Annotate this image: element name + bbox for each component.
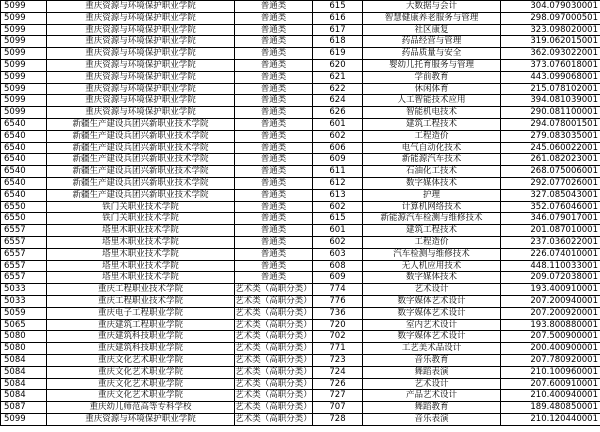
major-name-cell: 社区康复 <box>363 24 501 36</box>
score-cell: 327.085043001 <box>501 189 600 201</box>
school-name-cell: 重庆资源与环境保护职业学院 <box>47 71 235 83</box>
major-code-cell: 616 <box>313 12 363 24</box>
table-row <box>1 177 600 189</box>
school-code-cell: 5099 <box>1 36 47 48</box>
school-name-cell: 重庆工程职业技术学院 <box>47 295 235 307</box>
major-code-cell: 601 <box>313 118 363 130</box>
major-code-cell: 771 <box>313 343 363 355</box>
table-row <box>1 331 600 343</box>
table-row <box>1 354 600 366</box>
major-code-cell: 613 <box>313 189 363 201</box>
major-code-cell: 776 <box>313 295 363 307</box>
school-name-cell: 铁门关职业技术学院 <box>47 201 235 213</box>
category-cell: 普通类 <box>235 95 313 107</box>
category-cell: 艺术类（高职分类） <box>235 390 312 401</box>
table-row <box>1 225 600 237</box>
major-code-cell: 602 <box>313 130 363 142</box>
school-name-cell: 新疆生产建设兵团兴新职业技术学院 <box>47 142 235 154</box>
table-row <box>1 413 600 425</box>
table-row <box>1 189 600 201</box>
major-code-cell: 728 <box>313 413 363 425</box>
major-name-cell: 新能源汽车技术 <box>363 154 501 166</box>
category-cell: 普通类 <box>235 71 313 83</box>
major-code-cell: 727 <box>313 390 363 402</box>
table-row <box>1 343 600 355</box>
school-name-cell: 重庆资源与环境保护职业学院 <box>47 83 235 95</box>
school-code-cell: 6540 <box>1 166 47 178</box>
category-cell: 普通类 <box>235 1 313 13</box>
major-code-cell: 774 <box>313 284 363 296</box>
table-row <box>1 142 600 154</box>
major-code-cell: 603 <box>313 248 363 260</box>
major-code-cell: 720 <box>313 319 363 331</box>
major-name-cell: 学前教育 <box>363 71 501 83</box>
table-row <box>1 213 600 225</box>
school-code-cell: 6557 <box>1 225 47 237</box>
school-code-cell: 5033 <box>1 295 47 307</box>
major-code-cell: 702 <box>313 331 363 343</box>
score-cell: 279.083035001 <box>501 130 600 142</box>
table-row <box>1 24 600 36</box>
category-cell: 普通类 <box>235 248 313 260</box>
school-code-cell: 6540 <box>1 154 47 166</box>
category-cell: 艺术类（高职分类） <box>235 319 312 330</box>
major-code-cell: 723 <box>313 354 363 366</box>
major-code-cell: 724 <box>313 366 363 378</box>
table-row <box>1 95 600 107</box>
table-row <box>1 71 600 83</box>
major-name-cell: 药品质量与安全 <box>363 48 501 60</box>
category-cell: 普通类 <box>235 118 313 130</box>
table-row <box>1 307 600 319</box>
table-row <box>1 260 600 272</box>
major-name-cell: 建筑工程技术 <box>363 118 501 130</box>
category-cell: 普通类 <box>235 130 313 142</box>
category-cell: 艺术类（高职分类） <box>235 402 312 413</box>
score-cell: 261.082023001 <box>501 154 600 166</box>
table-row <box>1 36 600 48</box>
category-cell: 普通类 <box>235 177 313 189</box>
major-code-cell: 707 <box>313 402 363 414</box>
major-name-cell: 无人机应用技术 <box>363 260 501 272</box>
category-cell: 普通类 <box>235 12 313 24</box>
major-name-cell: 电气自动化技术 <box>363 142 501 154</box>
major-name-cell: 婴幼儿托育服务与管理 <box>363 59 501 71</box>
score-cell: 352.076046001 <box>501 201 600 213</box>
score-cell: 304.079030001 <box>501 1 600 13</box>
school-code-cell: 6540 <box>1 130 47 142</box>
school-code-cell: 5065 <box>1 319 47 331</box>
major-code-cell: 619 <box>313 48 363 60</box>
major-name-cell: 舞蹈表演 <box>363 366 501 378</box>
score-cell: 346.079017001 <box>501 213 600 225</box>
school-code-cell: 5059 <box>1 307 47 319</box>
table-row <box>1 130 600 142</box>
major-name-cell: 产品艺术设计 <box>363 390 501 402</box>
category-cell: 艺术类（高职分类） <box>235 331 312 342</box>
major-code-cell: 618 <box>313 36 363 48</box>
school-name-cell: 塔里木职业技术学院 <box>47 225 235 237</box>
major-code-cell: 620 <box>313 59 363 71</box>
major-name-cell: 数字媒体艺术设计 <box>363 307 501 319</box>
table-row <box>1 166 600 178</box>
score-cell: 207.600910001 <box>501 378 600 390</box>
table-row <box>1 1 600 13</box>
school-code-cell: 5099 <box>1 1 47 13</box>
major-name-cell: 室内艺术设计 <box>363 319 501 331</box>
score-cell: 210.100960001 <box>501 366 600 378</box>
score-cell: 292.077026001 <box>501 177 600 189</box>
school-code-cell: 6550 <box>1 201 47 213</box>
major-name-cell: 智慧健康养老服务与管理 <box>363 12 501 24</box>
school-code-cell: 5099 <box>1 95 47 107</box>
table-row <box>1 284 600 296</box>
category-cell: 普通类 <box>235 107 313 119</box>
category-cell: 普通类 <box>235 48 313 60</box>
score-cell: 189.480850001 <box>501 402 600 414</box>
major-code-cell: 606 <box>313 142 363 154</box>
major-name-cell: 数字媒体技术 <box>363 272 501 284</box>
school-name-cell: 重庆电子工程职业学院 <box>47 307 235 319</box>
table-row <box>1 272 600 284</box>
school-name-cell: 重庆资源与环境保护职业学院 <box>47 48 235 60</box>
major-code-cell: 726 <box>313 378 363 390</box>
school-code-cell: 6540 <box>1 177 47 189</box>
category-cell: 普通类 <box>235 154 313 166</box>
category-cell: 艺术类（高职分类） <box>235 307 312 318</box>
category-cell: 普通类 <box>235 236 313 248</box>
school-name-cell: 重庆资源与环境保护职业学院 <box>47 95 235 107</box>
score-cell: 373.076018001 <box>501 59 600 71</box>
school-code-cell: 5099 <box>1 48 47 60</box>
score-cell: 448.110033001 <box>501 260 600 272</box>
school-name-cell: 重庆资源与环境保护职业学院 <box>47 413 235 425</box>
category-cell: 普通类 <box>235 142 313 154</box>
school-code-cell: 5099 <box>1 59 47 71</box>
major-name-cell: 工程造价 <box>363 236 501 248</box>
table-row <box>1 295 600 307</box>
category-cell: 普通类 <box>235 201 313 213</box>
score-cell: 210.400940001 <box>501 390 600 402</box>
score-cell: 245.060022001 <box>501 142 600 154</box>
score-cell: 215.078102001 <box>501 83 600 95</box>
score-cell: 226.074010001 <box>501 248 600 260</box>
score-cell: 323.098020001 <box>501 24 600 36</box>
school-code-cell: 6540 <box>1 118 47 130</box>
major-name-cell: 汽车检测与维修技术 <box>363 248 501 260</box>
school-name-cell: 铁门关职业技术学院 <box>47 213 235 225</box>
table-body <box>1 1 600 426</box>
score-cell: 207.780920001 <box>501 354 600 366</box>
score-cell: 298.097000501 <box>501 12 600 24</box>
major-code-cell: 602 <box>313 201 363 213</box>
school-name-cell: 重庆幼儿师范高等专科学校 <box>47 402 235 414</box>
school-code-cell: 5099 <box>1 24 47 36</box>
score-cell: 319.062015001 <box>501 36 600 48</box>
table-row <box>1 59 600 71</box>
school-code-cell: 5080 <box>1 343 47 355</box>
category-cell: 艺术类（高职分类） <box>235 366 312 377</box>
score-cell: 394.081039001 <box>501 95 600 107</box>
school-code-cell: 5087 <box>1 402 47 414</box>
score-cell: 209.072038001 <box>501 272 600 284</box>
major-name-cell: 音乐教育 <box>363 354 501 366</box>
score-cell: 207.200920001 <box>501 307 600 319</box>
school-name-cell: 重庆建筑工程职业学院 <box>47 319 235 331</box>
table-row <box>1 118 600 130</box>
category-cell: 艺术类（高职分类） <box>235 295 312 306</box>
category-cell: 艺术类（高职分类） <box>235 284 312 295</box>
major-code-cell: 609 <box>313 272 363 284</box>
school-name-cell: 重庆文化艺术职业学院 <box>47 354 235 366</box>
school-name-cell: 重庆文化艺术职业学院 <box>47 378 235 390</box>
score-cell: 268.075006001 <box>501 166 600 178</box>
school-name-cell: 新疆生产建设兵团兴新职业技术学院 <box>47 177 235 189</box>
school-name-cell: 重庆建筑科技职业学院 <box>47 331 235 343</box>
school-name-cell: 重庆资源与环境保护职业学院 <box>47 24 235 36</box>
school-code-cell: 5099 <box>1 107 47 119</box>
school-code-cell: 5099 <box>1 413 47 425</box>
score-cell: 443.099068001 <box>501 71 600 83</box>
major-name-cell: 数字媒体艺术设计 <box>363 331 501 343</box>
category-cell: 艺术类（高职分类） <box>235 354 312 365</box>
category-cell: 普通类 <box>235 36 313 48</box>
table-row <box>1 12 600 24</box>
school-code-cell: 6550 <box>1 213 47 225</box>
major-code-cell: 624 <box>313 95 363 107</box>
major-code-cell: 621 <box>313 71 363 83</box>
school-code-cell: 6557 <box>1 272 47 284</box>
school-name-cell: 塔里木职业技术学院 <box>47 272 235 284</box>
school-name-cell: 塔里木职业技术学院 <box>47 236 235 248</box>
school-name-cell: 重庆资源与环境保护职业学院 <box>47 12 235 24</box>
school-code-cell: 5033 <box>1 284 47 296</box>
school-code-cell: 5099 <box>1 12 47 24</box>
major-name-cell: 智能机电技术 <box>363 107 501 119</box>
category-cell: 普通类 <box>235 83 313 95</box>
major-code-cell: 612 <box>313 177 363 189</box>
school-name-cell: 新疆生产建设兵团兴新职业技术学院 <box>47 166 235 178</box>
school-code-cell: 5099 <box>1 83 47 95</box>
major-code-cell: 608 <box>313 260 363 272</box>
school-name-cell: 新疆生产建设兵团兴新职业技术学院 <box>47 118 235 130</box>
major-code-cell: 626 <box>313 107 363 119</box>
score-cell: 362.093022001 <box>501 48 600 60</box>
table-row <box>1 366 600 378</box>
major-code-cell: 622 <box>313 83 363 95</box>
table-row <box>1 236 600 248</box>
category-cell: 艺术类（高职分类） <box>235 343 312 354</box>
score-cell: 193.800880001 <box>501 319 600 331</box>
category-cell: 普通类 <box>235 272 313 284</box>
school-code-cell: 5084 <box>1 366 47 378</box>
category-cell: 普通类 <box>235 189 313 201</box>
major-name-cell: 计算机网络技术 <box>363 201 501 213</box>
school-name-cell: 新疆生产建设兵团兴新职业技术学院 <box>47 130 235 142</box>
table-row <box>1 319 600 331</box>
table-row <box>1 48 600 60</box>
school-code-cell: 6540 <box>1 189 47 201</box>
major-name-cell: 休闲体育 <box>363 83 501 95</box>
major-name-cell: 建筑工程技术 <box>363 225 501 237</box>
major-code-cell: 602 <box>313 236 363 248</box>
school-name-cell: 塔里木职业技术学院 <box>47 260 235 272</box>
major-code-cell: 615 <box>313 213 363 225</box>
school-name-cell: 重庆工程职业技术学院 <box>47 284 235 296</box>
category-cell: 普通类 <box>235 213 313 225</box>
major-code-cell: 601 <box>313 225 363 237</box>
table-row <box>1 83 600 95</box>
school-code-cell: 6557 <box>1 236 47 248</box>
category-cell: 普通类 <box>235 225 313 237</box>
school-code-cell: 5084 <box>1 390 47 402</box>
score-cell: 207.200940001 <box>501 295 600 307</box>
school-name-cell: 新疆生产建设兵团兴新职业技术学院 <box>47 154 235 166</box>
school-name-cell: 塔里木职业技术学院 <box>47 248 235 260</box>
school-name-cell: 重庆文化艺术职业学院 <box>47 390 235 402</box>
major-code-cell: 609 <box>313 154 363 166</box>
score-cell: 200.400900001 <box>501 343 600 355</box>
score-cell: 210.120440001 <box>501 413 600 425</box>
school-code-cell: 5080 <box>1 331 47 343</box>
table-row <box>1 154 600 166</box>
score-cell: 237.036022001 <box>501 236 600 248</box>
table-row <box>1 107 600 119</box>
school-code-cell: 6557 <box>1 248 47 260</box>
category-cell: 普通类 <box>235 166 313 178</box>
major-code-cell: 615 <box>313 1 363 13</box>
category-cell: 普通类 <box>235 59 313 71</box>
major-name-cell: 人工智能技术应用 <box>363 95 501 107</box>
category-cell: 艺术类（高职分类） <box>235 413 312 424</box>
school-code-cell: 6540 <box>1 142 47 154</box>
school-name-cell: 重庆资源与环境保护职业学院 <box>47 59 235 71</box>
major-name-cell: 石油化工技术 <box>363 166 501 178</box>
category-cell: 普通类 <box>235 24 313 36</box>
table-row <box>1 201 600 213</box>
school-code-cell: 6557 <box>1 260 47 272</box>
score-cell: 294.078001501 <box>501 118 600 130</box>
major-name-cell: 工艺美术品设计 <box>363 343 501 355</box>
major-name-cell: 艺术设计 <box>363 378 501 390</box>
major-name-cell: 工程造价 <box>363 130 501 142</box>
major-name-cell: 舞蹈教育 <box>363 402 501 414</box>
table-row <box>1 378 600 390</box>
school-name-cell: 重庆资源与环境保护职业学院 <box>47 1 235 13</box>
school-name-cell: 重庆文化艺术职业学院 <box>47 366 235 378</box>
major-name-cell: 数字媒体技术 <box>363 177 501 189</box>
school-name-cell: 重庆资源与环境保护职业学院 <box>47 107 235 119</box>
major-name-cell: 音乐表演 <box>363 413 501 425</box>
score-cell: 193.400910001 <box>501 284 600 296</box>
score-cell: 201.087010001 <box>501 225 600 237</box>
major-name-cell: 护理 <box>363 189 501 201</box>
school-code-cell: 5084 <box>1 378 47 390</box>
school-name-cell: 重庆建筑科技职业学院 <box>47 343 235 355</box>
major-code-cell: 617 <box>313 24 363 36</box>
score-cell: 290.081100001 <box>501 107 600 119</box>
major-name-cell: 艺术设计 <box>363 284 501 296</box>
major-name-cell: 数字媒体艺术设计 <box>363 295 501 307</box>
major-name-cell: 大数据与会计 <box>363 1 501 13</box>
score-cell: 207.500900001 <box>501 331 600 343</box>
major-name-cell: 药品经营与管理 <box>363 36 501 48</box>
category-cell: 艺术类（高职分类） <box>235 378 312 389</box>
school-code-cell: 5084 <box>1 354 47 366</box>
major-code-cell: 611 <box>313 166 363 178</box>
category-cell: 普通类 <box>235 260 313 272</box>
school-name-cell: 新疆生产建设兵团兴新职业技术学院 <box>47 189 235 201</box>
table-row <box>1 248 600 260</box>
school-name-cell: 重庆资源与环境保护职业学院 <box>47 36 235 48</box>
major-code-cell: 736 <box>313 307 363 319</box>
major-name-cell: 新能源汽车检测与维修技术 <box>363 213 501 225</box>
table-row <box>1 390 600 402</box>
school-code-cell: 5099 <box>1 71 47 83</box>
table-row <box>1 402 600 414</box>
